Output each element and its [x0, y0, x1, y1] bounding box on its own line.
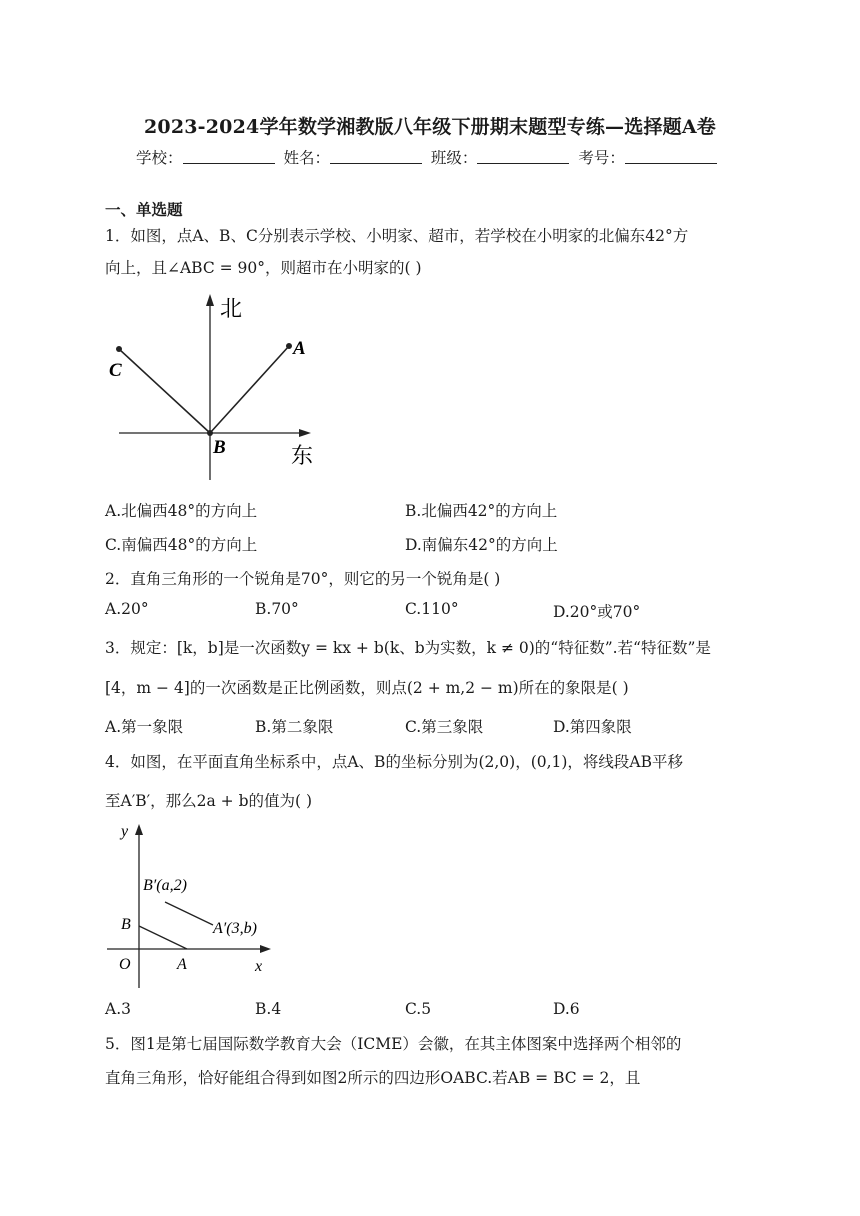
q2-option-b[interactable]: B.70° [255, 600, 299, 618]
student-info-row [136, 146, 721, 168]
q1-figure [105, 290, 335, 485]
q1-option-a[interactable]: A.北偏西48°的方向上 [105, 502, 258, 520]
q3-option-b[interactable]: B.第二象限 [255, 718, 334, 736]
point-a [286, 343, 292, 349]
q5-line1: 5．图1是第七届国际数学教育大会（ICME）会徽，在其主体图案中选择两个相邻的 [105, 1035, 682, 1053]
exam-no-blank[interactable] [625, 149, 717, 164]
section-heading: 一、单选题 [105, 201, 183, 219]
class-blank[interactable] [477, 149, 569, 164]
school-blank[interactable] [183, 149, 275, 164]
q1-option-c[interactable]: C.南偏西48°的方向上 [105, 536, 258, 554]
x-arrow-icon [260, 945, 271, 953]
q4-option-d[interactable]: D.6 [553, 1000, 580, 1018]
q2-line1: 2．直角三角形的一个锐角是70°，则它的另一个锐角是( ) [105, 570, 501, 588]
q3-option-a[interactable]: A.第一象限 [105, 718, 184, 736]
point-c [116, 346, 122, 352]
q4-line1: 4．如图，在平面直角坐标系中，点A、B的坐标分别为(2,0)，(0,1)，将线段AB平移 [105, 753, 684, 771]
north-arrow-icon [206, 294, 214, 306]
q3-line1: 3．规定：[k，b]是一次函数y = kx + b(k、b为实数，k ≠ 0)的“特征数”.若“特征数”是 [105, 639, 711, 657]
name-label: 姓名： [283, 149, 330, 167]
q3-option-c[interactable]: C.第三象限 [405, 718, 484, 736]
east-label: 东 [291, 443, 314, 468]
y-arrow-icon [135, 824, 143, 835]
q1-option-d[interactable]: D.南偏东42°的方向上 [405, 536, 558, 554]
segment-a-prime-b-prime [165, 902, 213, 925]
x-label: x [255, 958, 263, 975]
north-label: 北 [220, 296, 243, 321]
q1-option-b[interactable]: B.北偏西42°的方向上 [405, 502, 558, 520]
name-blank[interactable] [330, 149, 422, 164]
point-b [207, 430, 213, 436]
q3-option-d[interactable]: D.第四象限 [553, 718, 632, 736]
label-a: A [177, 956, 187, 973]
label-a-prime: A′(3,b) [213, 920, 257, 937]
q3-line2: [4，m − 4]的一次函数是正比例函数，则点(2 + m,2 − m)所在的象限是( ) [105, 679, 629, 697]
q1-line1: 1．如图，点A、B、C分别表示学校、小明家、超市，若学校在小明家的北偏东42°方 [105, 227, 689, 245]
q1-line2: 向上，且∠ABC = 90°，则超市在小明家的( ) [105, 259, 422, 277]
q4-option-b[interactable]: B.4 [255, 1000, 282, 1018]
q4-line2: 至A′B′，那么2a + b的值为( ) [105, 792, 313, 810]
q5-line2: 直角三角形，恰好能组合得到如图2所示的四边形OABC.若AB = BC = 2，且 [105, 1069, 641, 1087]
y-label: y [121, 823, 129, 840]
east-arrow-icon [299, 429, 311, 437]
page-title: 2023-2024学年数学湘教版八年级下册期末题型专练—选择题A卷 [144, 116, 716, 138]
origin-label: O [119, 956, 131, 973]
q4-option-a[interactable]: A.3 [105, 1000, 131, 1018]
q4-figure [105, 818, 295, 990]
segment-ab [139, 926, 187, 949]
exam-no-label: 考号： [578, 149, 625, 167]
label-b-prime: B′(a,2) [143, 877, 187, 894]
label-a: A [293, 338, 306, 359]
q2-option-c[interactable]: C.110° [405, 600, 459, 618]
q4-option-c[interactable]: C.5 [405, 1000, 432, 1018]
class-label: 班级： [430, 149, 478, 167]
label-c: C [109, 360, 122, 381]
segment-bc [119, 349, 210, 433]
q2-option-a[interactable]: A.20° [105, 600, 149, 618]
school-label: 学校： [136, 149, 183, 167]
label-b: B [213, 437, 226, 458]
q2-option-d[interactable]: D.20°或70° [553, 603, 641, 621]
segment-ba [210, 346, 289, 433]
label-b: B [121, 916, 131, 933]
